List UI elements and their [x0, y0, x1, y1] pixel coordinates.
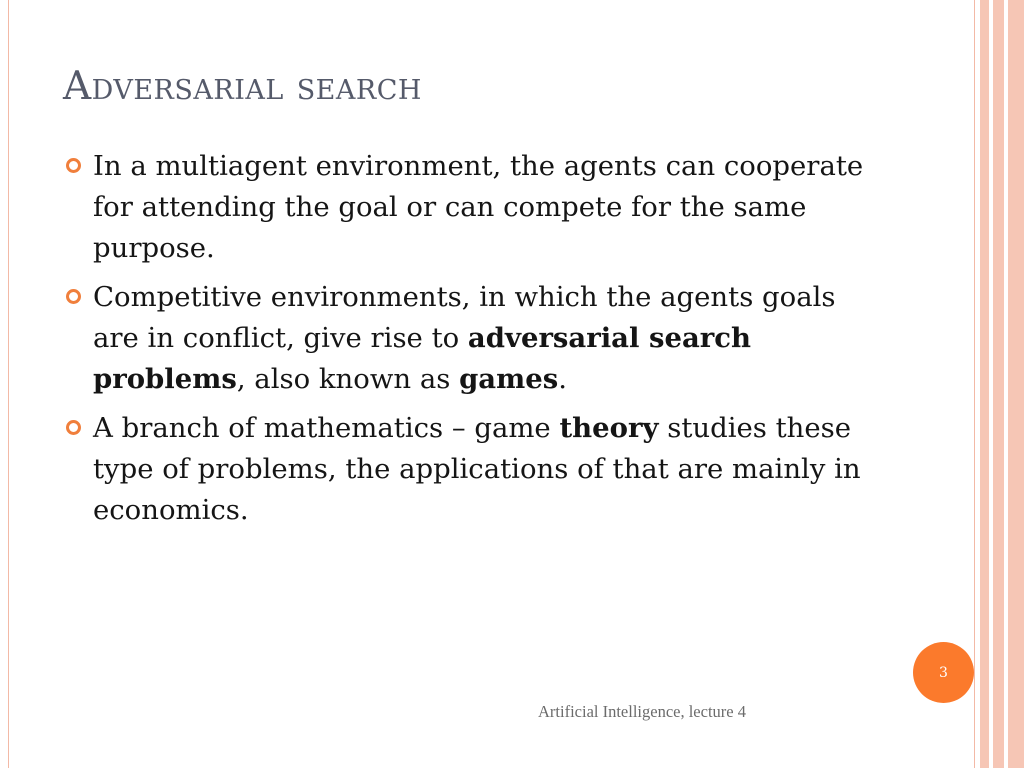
bullet-text: A branch of mathematics – game: [93, 412, 560, 444]
bullet-item: [63, 146, 883, 269]
bullet-text: .: [558, 363, 567, 395]
bullet-list: [63, 146, 883, 539]
ring-bullet-icon: [66, 420, 81, 435]
bullet-text: In a multiagent environment, the agents can cooperate for attending the goal or can compete for the same purpose.: [93, 150, 864, 264]
slide-title: Adversarial search: [63, 64, 422, 109]
ring-bullet-icon: [66, 289, 81, 304]
bullet-text: studies these type of problems, the applications of that are mainly in economics.: [93, 412, 861, 526]
decorative-stripe: [993, 0, 1004, 768]
decorative-stripe: [1008, 0, 1024, 768]
ring-bullet-icon: [66, 158, 81, 173]
page-number-badge: [913, 642, 974, 703]
bold-term: adversarial search problems: [93, 322, 752, 395]
bullet-item: [63, 277, 883, 400]
bold-term: games: [459, 363, 559, 395]
bullet-text: , also known as: [236, 363, 460, 395]
decorative-stripe: [980, 0, 989, 768]
bullet-item: [63, 408, 883, 531]
bullet-text: Competitive environments, in which the agents goals are in conflict, give rise to: [93, 281, 836, 354]
slide-footer: Artificial Intelligence, lecture 4: [538, 702, 746, 721]
page-number: 3: [939, 664, 948, 681]
bold-term: theory: [559, 412, 659, 444]
